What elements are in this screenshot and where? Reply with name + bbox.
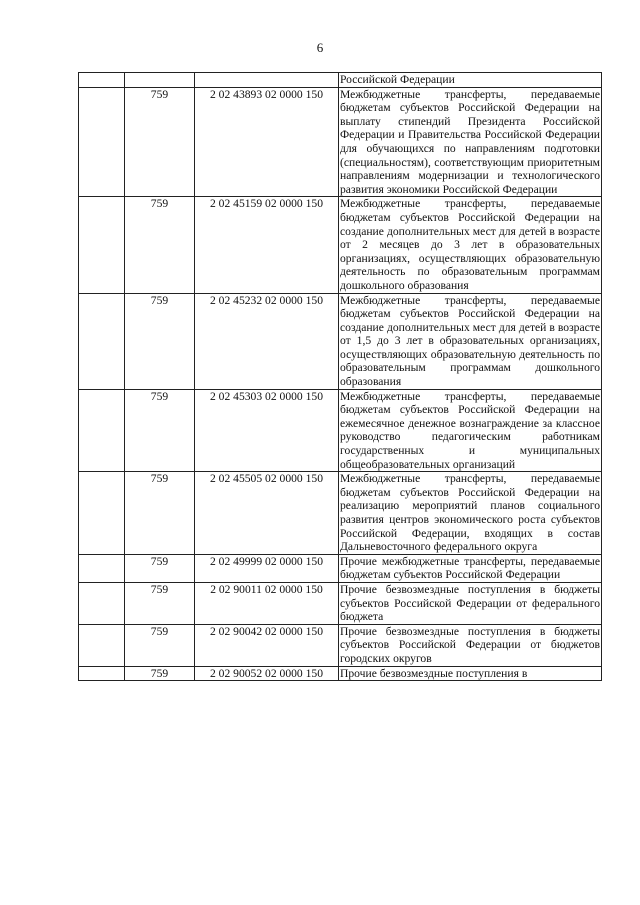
table-row (79, 87, 602, 197)
admin-code-cell: 759 (125, 582, 195, 624)
table-row (79, 389, 602, 472)
admin-code-cell: 759 (125, 554, 195, 582)
blank-cell (79, 293, 125, 389)
table-row (79, 293, 602, 389)
budget-code-cell: 2 02 45159 02 0000 150 (195, 197, 339, 293)
admin-code-cell (125, 73, 195, 88)
page-number: 6 (316, 40, 324, 55)
revenue-name-cell: Прочие межбюджетные трансферты, передаваемые бюджетам субъектов Российской Федерации (340, 554, 600, 582)
budget-code-cell: 2 02 90052 02 0000 150 (195, 666, 339, 681)
revenue-name-cell: Межбюджетные трансферты, передаваемые бюджетам субъектов Российской Федерации на реализацию мероприятий планов социального развития центров экономического роста субъектов Российской Федерации, входящих в состав Дальневосточного федерального округа (340, 472, 600, 554)
revenue-name-cell: Межбюджетные трансферты, передаваемые бюджетам субъектов Российской Федерации на создание дополнительных мест для детей в возрасте от 1,5 до 3 лет в образовательных организациях, осуществляющих образовательную деятельность по образовательным программам дошкольного образования (340, 293, 600, 389)
budget-code-cell: 2 02 90011 02 0000 150 (195, 582, 339, 624)
blank-cell (79, 554, 125, 582)
revenue-name-cell: Межбюджетные трансферты, передаваемые бюджетам субъектов Российской Федерации на ежемесячное денежное вознаграждение за классное руководство педагогическим работникам государственных и муниципальных общеобразовательных организаций (340, 389, 600, 471)
table-row (79, 472, 602, 555)
budget-code-cell: 2 02 45505 02 0000 150 (195, 472, 339, 555)
revenue-name-cell: Российской Федерации (339, 73, 602, 88)
revenue-name-cell: Прочие безвозмездные поступления в бюджеты субъектов Российской Федерации от бюджетов городских округов (340, 624, 600, 665)
revenue-name-cell: Межбюджетные трансферты, передаваемые бюджетам субъектов Российской Федерации на создание дополнительных мест для детей в возрасте от 2 месяцев до 3 лет в образовательных организациях, осуществляющих образовательную деятельность по образовательным программам дошкольного образования (340, 197, 600, 292)
budget-codes-table (78, 72, 602, 681)
budget-code-cell: 2 02 43893 02 0000 150 (195, 87, 339, 197)
admin-code-cell: 759 (125, 389, 195, 472)
revenue-name-cell: Межбюджетные трансферты, передаваемые бюджетам субъектов Российской Федерации на выплату стипендий Президента Российской Федерации и Правительства Российской Федерации для обучающихся по направлениям подготовки (специальностям), соответствующим приоритетным направлениям модернизации и технологического развития экономики Российской Федерации (340, 87, 600, 196)
admin-code-cell: 759 (125, 666, 195, 681)
budget-code-cell: 2 02 45303 02 0000 150 (195, 389, 339, 472)
blank-cell (79, 73, 125, 88)
budget-code-cell: 2 02 45232 02 0000 150 (195, 293, 339, 389)
revenue-name-cell: Прочие безвозмездные поступления в бюджеты субъектов Российской Федерации от федерального бюджета (340, 582, 600, 624)
table-row (79, 197, 602, 293)
budget-code-cell (195, 73, 339, 88)
blank-cell (79, 624, 125, 666)
table-row (79, 666, 602, 681)
table-row (79, 624, 602, 666)
table-row (79, 554, 602, 582)
table-row (79, 73, 602, 88)
blank-cell (79, 87, 125, 197)
admin-code-cell: 759 (125, 472, 195, 555)
admin-code-cell: 759 (125, 624, 195, 666)
budget-code-cell: 2 02 49999 02 0000 150 (195, 554, 339, 582)
blank-cell (79, 389, 125, 472)
blank-cell (79, 472, 125, 555)
admin-code-cell: 759 (125, 197, 195, 293)
budget-code-cell: 2 02 90042 02 0000 150 (195, 624, 339, 666)
blank-cell (79, 197, 125, 293)
revenue-name-cell: Прочие безвозмездные поступления в (339, 666, 602, 681)
admin-code-cell: 759 (125, 87, 195, 197)
table-row (79, 582, 602, 624)
blank-cell (79, 666, 125, 681)
blank-cell (79, 582, 125, 624)
admin-code-cell: 759 (125, 293, 195, 389)
